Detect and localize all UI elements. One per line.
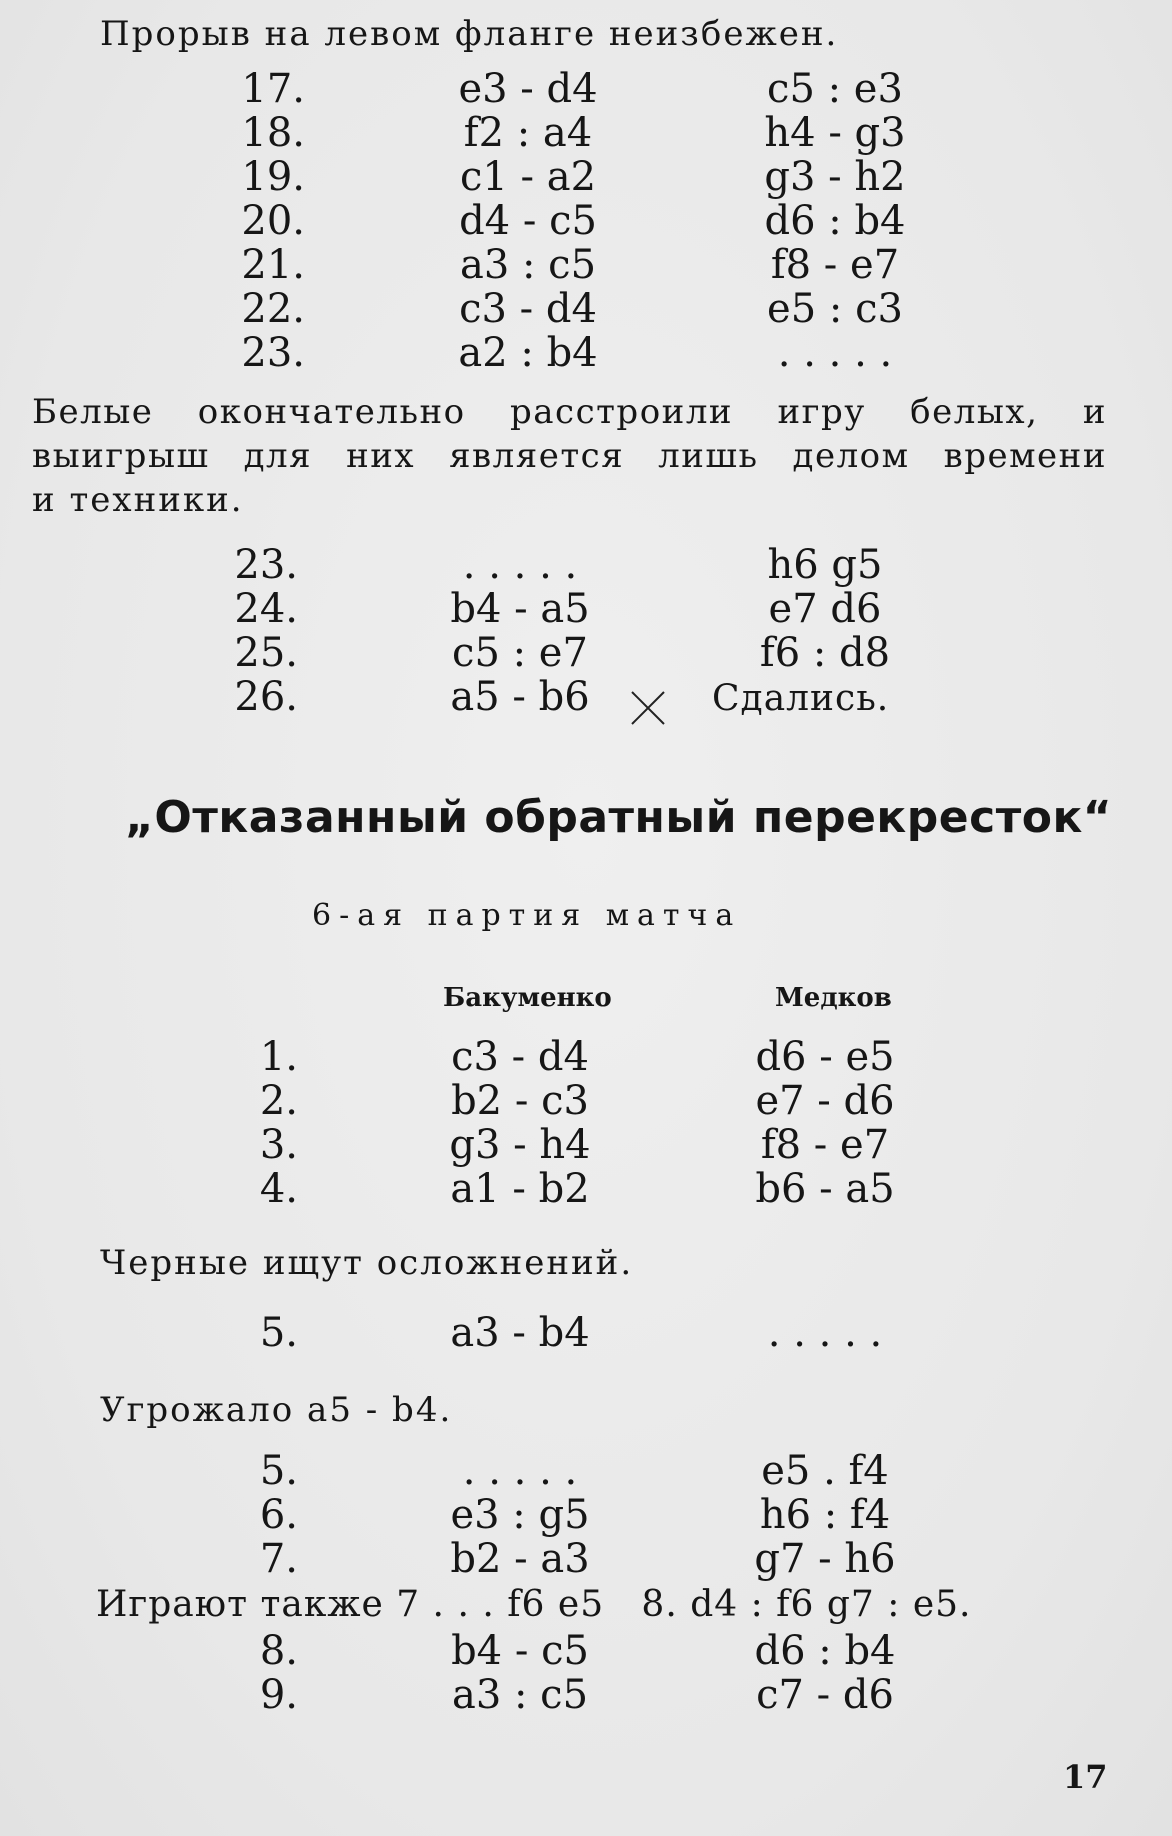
move-number: 19. [241, 154, 305, 200]
white-move: d4 - c5 [459, 198, 597, 244]
move-number: 18. [241, 110, 305, 156]
white-move: g3 - h4 [449, 1122, 591, 1168]
black-move: h6 : f4 [759, 1492, 891, 1538]
move-number: 21. [241, 242, 305, 288]
move-number: 5. [259, 1448, 298, 1494]
move-number: 6. [259, 1492, 298, 1538]
white-move: e3 : g5 [450, 1492, 590, 1538]
white-move: b4 - c5 [451, 1628, 589, 1674]
black-move: d6 : b4 [764, 198, 906, 244]
paragraph-breakthrough: Прорыв на левом фланге неизбежен. [100, 14, 839, 54]
black-move: e7 d6 [768, 586, 882, 632]
black-move: f8 - e7 [770, 242, 900, 288]
black-move: g7 - h6 [754, 1536, 896, 1582]
paragraph-line: и техники. [32, 480, 244, 520]
cross-mark-icon [628, 688, 668, 728]
move-number: 17. [241, 66, 305, 112]
white-move: c3 - d4 [451, 1034, 589, 1080]
white-move: c3 - d4 [459, 286, 597, 332]
move-number: 5. [259, 1310, 298, 1356]
white-move: a3 : c5 [451, 1672, 589, 1718]
move-number: 4. [259, 1166, 298, 1212]
move-number: 9. [259, 1672, 298, 1718]
white-move: a2 : b4 [458, 330, 598, 376]
section-subtitle: 6-ая партия матча [312, 898, 742, 933]
resigned-label: Сдались. [712, 678, 890, 719]
white-move: c5 : e7 [452, 630, 588, 676]
move-number: 3. [259, 1122, 298, 1168]
move-number: 23. [241, 330, 305, 376]
black-move: e7 - d6 [755, 1078, 895, 1124]
white-move: . . . . . [462, 542, 578, 588]
black-move: f6 : d8 [759, 630, 891, 676]
page-number: 17 [1063, 1758, 1108, 1796]
white-move: a3 - b4 [450, 1310, 590, 1356]
move-number: 26. [234, 674, 298, 720]
black-move: . . . . . [767, 1310, 883, 1356]
move-number: 1. [259, 1034, 298, 1080]
white-move: b2 - a3 [450, 1536, 590, 1582]
black-move: e5 : c3 [767, 286, 903, 332]
black-move: e5 . f4 [761, 1448, 889, 1494]
white-move: b4 - a5 [450, 586, 590, 632]
black-move: d6 : b4 [754, 1628, 896, 1674]
black-move: b6 - a5 [755, 1166, 895, 1212]
white-move: a5 - b6 [450, 674, 590, 720]
paragraph-line: выигрыш для них является лишь делом времени [32, 436, 1107, 476]
move-number: 24. [234, 586, 298, 632]
white-move: c1 - a2 [459, 154, 597, 200]
white-move: a1 - b2 [450, 1166, 590, 1212]
white-move: e3 - d4 [458, 66, 598, 112]
move-number: 7. [259, 1536, 298, 1582]
black-move: g3 - h2 [764, 154, 906, 200]
white-move: . . . . . [462, 1448, 578, 1494]
paragraph-complications: Черные ищут осложнений. [100, 1243, 634, 1283]
black-move: f8 - e7 [760, 1122, 890, 1168]
black-move: d6 - e5 [755, 1034, 895, 1080]
move-number: 20. [241, 198, 305, 244]
paragraph-threat: Угрожало a5 - b4. [100, 1390, 453, 1430]
move-number: 23. [234, 542, 298, 588]
white-move: b2 - c3 [451, 1078, 589, 1124]
paragraph-line: Белые окончательно расстроили игру белых, и [32, 392, 1107, 432]
section-title: „Отказанный обратный перекресток“ [125, 792, 1113, 843]
white-player-name: Бакуменко [443, 983, 612, 1013]
black-player-name: Медков [775, 983, 892, 1013]
move-number: 8. [259, 1628, 298, 1674]
black-move: . . . . . [777, 330, 893, 376]
variation-note: Играют также 7 . . . f6 e5 8. d4 : f6 g7 : e5. [96, 1584, 972, 1625]
move-number: 2. [259, 1078, 298, 1124]
black-move: h4 - g3 [764, 110, 906, 156]
black-move: h6 g5 [767, 542, 883, 588]
move-number: 25. [234, 630, 298, 676]
black-move: c5 : e3 [767, 66, 903, 112]
black-move: c7 - d6 [756, 1672, 894, 1718]
white-move: a3 : c5 [459, 242, 597, 288]
move-number: 22. [241, 286, 305, 332]
white-move: f2 : a4 [463, 110, 593, 156]
